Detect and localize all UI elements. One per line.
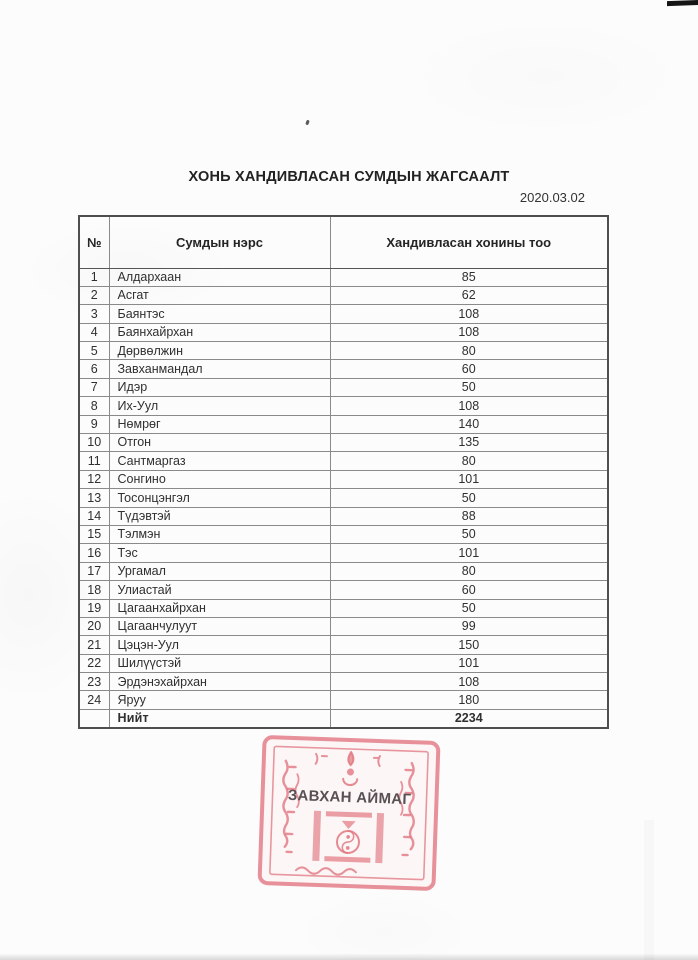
cell-no: 1 [79,268,109,286]
stamp-text: ЗАВХАН АЙМАГ [287,786,412,809]
table-header [79,216,608,268]
col-header-no: № [79,216,109,268]
scan-corner-mark [667,0,698,6]
cell-name: Эрдэнэхайрхан [109,673,330,691]
cell-no: 8 [79,397,109,415]
cell-count: 60 [330,360,608,378]
cell-name: Асгат [109,286,330,304]
stamp-emblem-graphic [255,733,442,893]
cell-no: 9 [79,415,109,433]
table-row [79,617,608,635]
cell-count: 140 [330,415,608,433]
document-date: 2020.03.02 [519,190,585,205]
cell-no: 15 [79,525,109,543]
cell-name: Тэс [109,544,330,562]
cell-name: Тэлмэн [109,525,330,543]
total-value: 2234 [330,709,608,727]
table-row [79,378,608,396]
table-row [79,673,608,691]
table-row [79,581,608,599]
cell-no: 7 [79,378,109,396]
cell-name: Яруу [109,691,330,709]
table-row [79,305,608,323]
cell-no: 13 [79,489,109,507]
cell-count: 85 [330,268,608,286]
table-body [79,268,608,709]
table-row [79,434,608,452]
cell-no: 10 [79,434,109,452]
cell-count: 135 [330,434,608,452]
table-row [79,397,608,415]
table-row [79,323,608,341]
cell-no: 24 [79,691,109,709]
table-row [79,544,608,562]
cell-no: 19 [79,599,109,617]
cell-name: Улиастай [109,581,330,599]
table-row [79,562,608,580]
table-row [79,654,608,672]
cell-no: 4 [79,323,109,341]
cell-no: 21 [79,636,109,654]
cell-name: Цэцэн-Уул [109,636,330,654]
cell-count: 108 [330,323,608,341]
donation-table [78,215,609,729]
cell-count: 101 [330,470,608,488]
cell-count: 80 [330,342,608,360]
table-row [79,268,608,286]
cell-name: Цагаанчулуут [109,617,330,635]
cell-name: Их-Уул [109,397,330,415]
table-row [79,489,608,507]
table-row [79,691,608,709]
total-empty-cell [79,709,109,727]
cell-no: 20 [79,617,109,635]
cell-no: 11 [79,452,109,470]
cell-name: Идэр [109,378,330,396]
table-row [79,470,608,488]
table-footer [79,709,608,727]
header-row [79,216,608,268]
table-row [79,599,608,617]
cell-count: 50 [330,525,608,543]
cell-count: 150 [330,636,608,654]
cell-name: Баянтэс [109,305,330,323]
cell-no: 2 [79,286,109,304]
cell-count: 180 [330,691,608,709]
table-row [79,507,608,525]
cell-name: Цагаанхайрхан [109,599,330,617]
total-row [79,709,608,727]
table-row [79,636,608,654]
cell-name: Шилүүстэй [109,654,330,672]
official-stamp [255,733,442,893]
cell-no: 5 [79,342,109,360]
table-row [79,342,608,360]
cell-count: 80 [330,452,608,470]
cell-count: 108 [330,305,608,323]
cell-no: 14 [79,507,109,525]
cell-name: Баянхайрхан [109,323,330,341]
cell-name: Дөрвөлжин [109,342,330,360]
table-row [79,452,608,470]
cell-no: 22 [79,654,109,672]
cell-count: 60 [330,581,608,599]
cell-name: Сантмаргаз [109,452,330,470]
cell-count: 101 [330,654,608,672]
cell-count: 50 [330,599,608,617]
cell-count: 62 [330,286,608,304]
cell-no: 17 [79,562,109,580]
cell-count: 101 [330,544,608,562]
cell-count: 99 [330,617,608,635]
table-row [79,525,608,543]
cell-name: Нөмрөг [109,415,330,433]
cell-name: Түдэвтэй [109,507,330,525]
cell-count: 80 [330,562,608,580]
cell-no: 6 [79,360,109,378]
table-row [79,286,608,304]
cell-count: 88 [330,507,608,525]
cell-no: 3 [79,305,109,323]
cell-name: Алдархаан [109,268,330,286]
scan-dust-speck [305,120,310,126]
cell-name: Ургамал [109,562,330,580]
cell-name: Отгон [109,434,330,452]
cell-name: Тосонцэнгэл [109,489,330,507]
col-header-count: Хандивласан хонины тоо [330,216,608,268]
col-header-name: Сумдын нэрс [109,216,330,268]
scan-edge-shadow [0,954,698,960]
cell-name: Сонгино [109,470,330,488]
table-row [79,360,608,378]
cell-no: 12 [79,470,109,488]
cell-no: 16 [79,544,109,562]
cell-name: Завханмандал [109,360,330,378]
total-label: Нийт [109,709,330,727]
table-row [79,415,608,433]
cell-no: 23 [79,673,109,691]
cell-count: 50 [330,378,608,396]
cell-count: 108 [330,397,608,415]
cell-count: 108 [330,673,608,691]
document-title: ХОНЬ ХАНДИВЛАСАН СУМДЫН ЖАГСААЛТ [188,169,510,185]
cell-no: 18 [79,581,109,599]
cell-count: 50 [330,489,608,507]
scan-streak [644,820,654,960]
